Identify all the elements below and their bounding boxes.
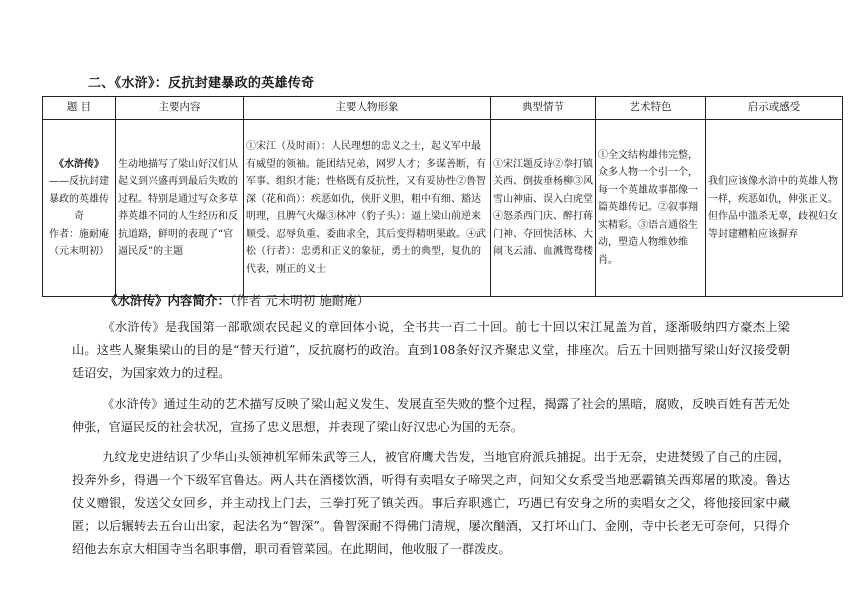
book-author: 作者：施耐庵 [49,228,109,240]
literature-table [42,96,843,297]
paragraph-3-text: 九纹龙史进结识了少华山头领神机军师朱武等三人，被官府鹰犬告发，当地官府派兵捕捉。出于无奈，史进焚毁了自己的庄园，投奔外乡，得遇一个下级军官鲁达。两人共在酒楼饮酒，听得有卖唱女子啼哭之声，问知父女系受当地恶霸镇关西郑屠的欺凌。鲁达仗义赠银，发送父女回乡，并主动找上门去，三拳打死了镇关西。事后弃职逃亡，巧遇已有安身之所的卖唱女之父，将他接回家中藏匿；以后辗转去五台山出家，起法名为“智深”。鲁智深耐不得佛门清规，屡次酗酒，又打坏山门、金刚，寺中长老无可奈何，只得介绍他去东京大相国寺当名职事僧，职司看管菜园。在此期间，他收服了一群泼皮。 [72,450,790,556]
paragraph-1 [72,316,790,385]
cell-characters: ①宋江（及时雨）：人民理想的忠义之士，起义军中最有威望的领袖。能团结兄弟，网罗人才；多谋善断，有军事、组织才能；性格既有反抗性，又有妥协性②鲁智深（花和尚）：疾恶如仇，侠肝义胆，粗中有细、豁达明理，且脾气火爆③林冲（豹子头）：逼上梁山前逆来顺受、忍辱负重、委曲求全，其后变得精明果敢。④武松（行者）：忠勇和正义的象征，勇士的典型，复仇的代表，刚正的义士 [244,120,491,297]
header-title: 题 目 [43,97,116,120]
paragraph-2 [72,393,790,439]
table-header-row [43,97,843,120]
cell-art: ①全文结构雄伟完整，众多人物一个引一个，每一个英雄故事都像一篇英雄传记。②叙事翔实精彩。③语言通俗生动，塑造人物维妙维肖。 [596,120,706,297]
paragraph-1-text: 《水浒传》是我国第一部歌颂农民起义的章回体小说，全书共一百二十回。前七十回以宋江晁盖为首，逐渐吸纳四方豪杰上梁山。这些人聚集梁山的目的是“替天行道”，反抗腐朽的政治。直到108条好汉齐聚忠义堂，排座次。后五十回则描写梁山好汉接受朝廷诏安，为国家效力的过程。 [72,320,790,380]
header-plots: 典型情节 [491,97,596,120]
book-era: （元末明初） [49,246,109,257]
intro-author-note: （作者 元末明初 施耐庵） [230,293,370,308]
cell-plots: ①宋江题反诗②拳打镇关西、倒拔垂杨柳③风雪山神庙、误入白虎堂④怒杀西门庆、醉打蒋门神、夺回快活林、大闹飞云浦、血溅鸳鸯楼 [491,120,596,297]
table-row [43,120,843,297]
cell-insight: 我们应该像水浒中的英雄人物一样，疾恶如仇，伸张正义。但作品中滥杀无辜，歧视妇女等封建糟粕应该摒弃 [706,120,843,297]
header-insight: 启示或感受 [706,97,843,120]
book-title: 《水浒传》 [54,158,104,170]
book-subtitle: ——反抗封建暴政的英雄传奇 [49,176,109,222]
header-art: 艺术特色 [596,97,706,120]
section-title: 二、《水浒》：反抗封建暴政的英雄传奇 [88,76,315,91]
header-characters: 主要人物形象 [244,97,491,120]
paragraph-3 [72,446,790,561]
paragraph-2-text: 《水浒传》通过生动的艺术描写反映了梁山起义发生、发展直至失败的整个过程，揭露了社会的黑暗，腐败，反映百姓有苦无处伸张，官逼民反的社会状况，宣扬了忠义思想，并表现了梁山好汉忠心为国的无奈。 [72,397,790,434]
header-content: 主要内容 [116,97,244,120]
cell-content: 生动地描写了梁山好汉们从起义到兴盛再到最后失败的过程。特别是通过写众多草莽英雄不同的人生经历和反抗道路，鲜明的表现了“官逼民反”的主题 [116,120,244,297]
intro-title: 《水浒传》内容简介： [105,293,231,308]
intro-heading [105,291,369,309]
cell-title [43,120,116,297]
